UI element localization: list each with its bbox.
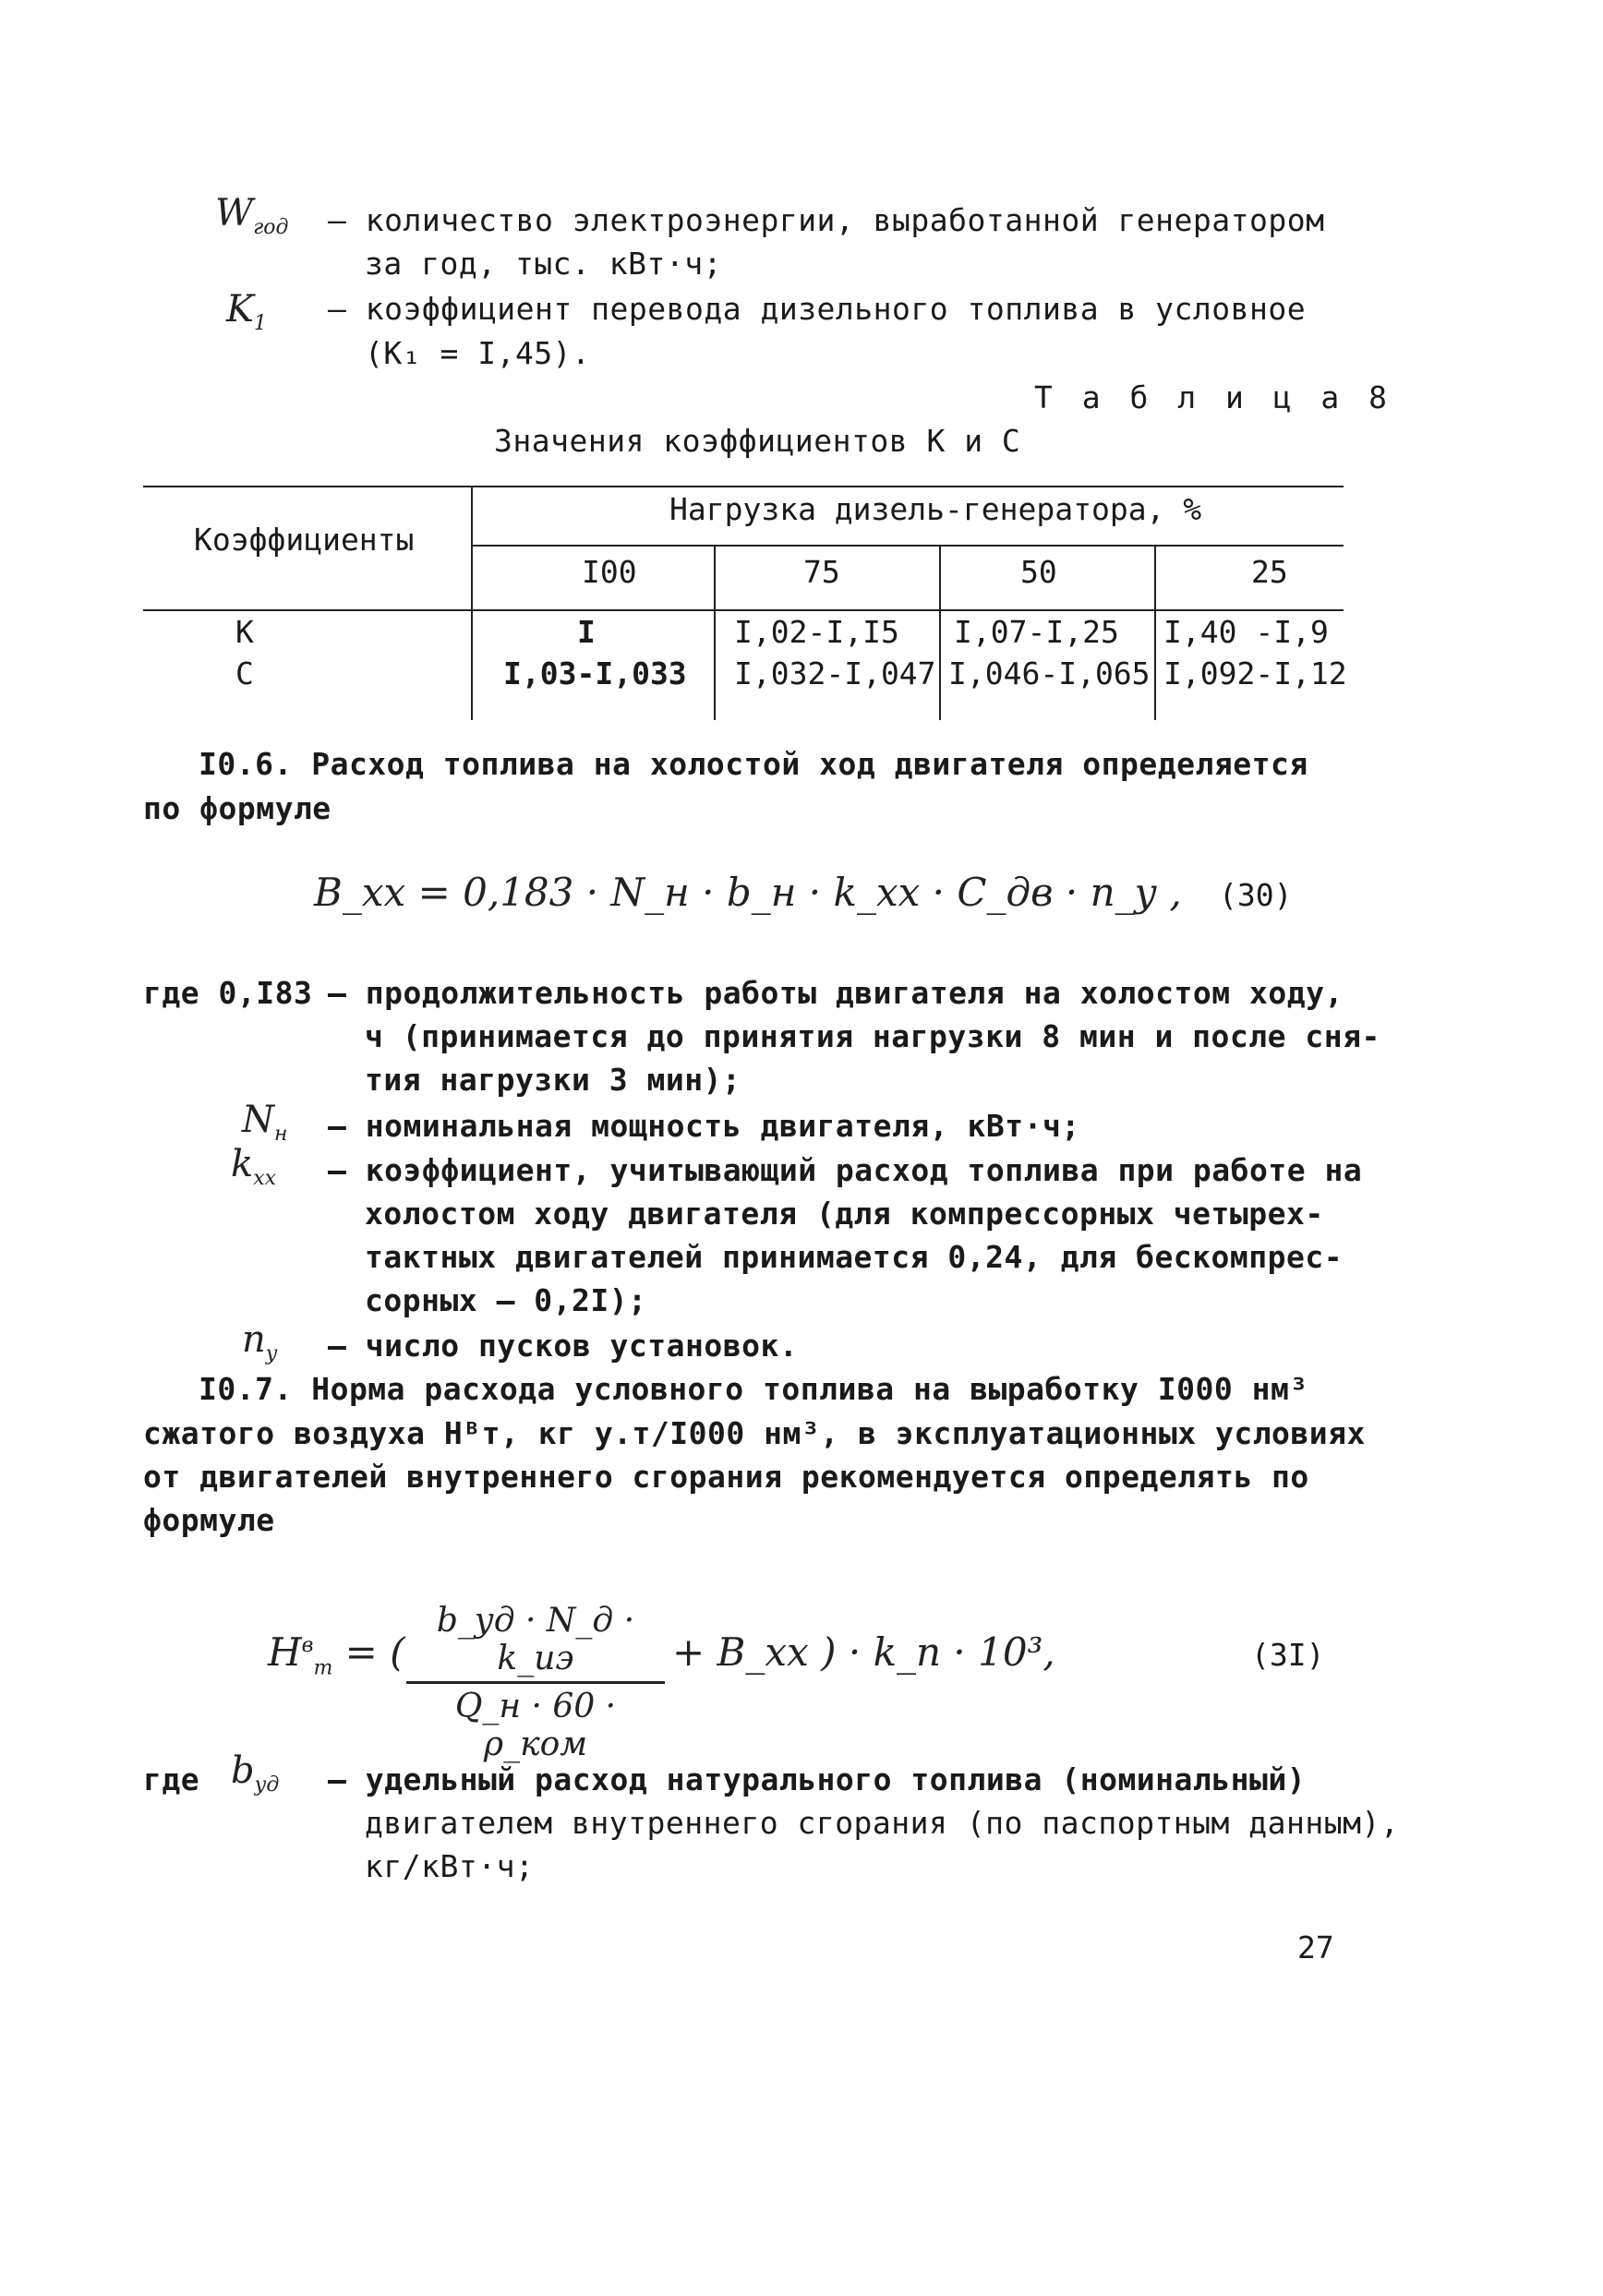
section-10-6-line2: по формуле (143, 790, 331, 826)
def-0183-line2: ч (принимается до принятия нагрузки 8 мин и после сня- (365, 1018, 1380, 1054)
def-k-xx-line3: тактных двигателей принимается 0,24, для бескомпрес- (365, 1239, 1344, 1275)
table-title: Значения коэффициентов К и С (494, 423, 1021, 459)
formula-31-lhs: $H^в_т$ = ( (268, 1629, 405, 1680)
symbol-n-y: $n_у$ (242, 1318, 278, 1365)
row-name-c: С (235, 655, 254, 691)
def-0183-line3: тия нагрузки 3 мин); (365, 1062, 741, 1098)
symbol-w-god: $W_{год}$ (215, 192, 289, 239)
def-k-xx-line4: сорных – 0,2I); (365, 1282, 647, 1318)
column-header: 75 (803, 554, 840, 590)
section-10-7-line2: сжатого воздуха Hᴮт, кг у.т/I000 нм³, в эксплуатационных условиях (143, 1415, 1366, 1451)
def-n-n-line1: – номинальная мощность двигателя, кВт·ч; (328, 1108, 1080, 1144)
table-cell: I,092-I,12 (1163, 655, 1347, 691)
column-header: 25 (1251, 554, 1288, 590)
formula-30-number: (30) (1219, 877, 1293, 913)
table-cell: I,40 -I,9 (1163, 614, 1329, 650)
def-b-yd-line3: кг/кВт·ч; (365, 1848, 535, 1884)
def-w-god-line2: за год, тыс. кВт·ч; (365, 246, 722, 282)
symbol-k-xx: $k_{xx}$ (231, 1143, 277, 1190)
def-k1-line2: (K₁ = I,45). (365, 335, 591, 371)
formula-30: B_xx = 0,183 · N_н · b_н · k_xx · C_дв · n_у , (314, 870, 1182, 915)
table-cell: I,046-I,065 (948, 655, 1151, 691)
table-cell: I,02-I,I5 (734, 614, 899, 650)
row-name-k: К (235, 614, 254, 650)
def-0183-symbol: где 0,I83 (143, 975, 313, 1011)
formula-31-tail: + B_xx ) · k_п · 10³, (672, 1629, 1055, 1675)
table-label: Т а б л и ц а 8 (1034, 379, 1393, 415)
def-b-yd-where: где (143, 1761, 200, 1797)
formula-31-denominator: Q_н · 60 · ρ_ком (454, 1688, 617, 1763)
section-10-7-line1: I0.7. Норма расхода условного топлива на выработку I000 нм³ (199, 1371, 1308, 1407)
symbol-n-n: $N_н$ (242, 1099, 288, 1146)
formula-31-fraction (406, 1602, 665, 1763)
page-number: 27 (1297, 1929, 1334, 1965)
column-header: 50 (1020, 554, 1057, 590)
table-cell: I,07-I,25 (954, 614, 1119, 650)
formula-31-numerator: b_уд · N_д · k_иэ (436, 1602, 635, 1677)
def-w-god-line1: – количество электроэнергии, выработанной генератором (328, 202, 1325, 238)
def-n-y-line1: – число пусков установок. (328, 1328, 799, 1364)
coefficients-table (143, 480, 1348, 722)
def-k-xx-line2: холостом ходу двигателя (для компрессорных четырех- (365, 1196, 1324, 1232)
formula-31-number: (3I) (1251, 1637, 1325, 1673)
table-cell: I,03-I,033 (503, 655, 687, 691)
section-10-7-line3: от двигателей внутреннего сгорания рекомендуется определять по (143, 1459, 1309, 1495)
table-cell: I (577, 614, 596, 650)
section-10-7-line4: формуле (143, 1502, 275, 1538)
def-b-yd-line1: – удельный расход натурального топлива (номинальный) (328, 1761, 1307, 1797)
def-k-xx-line1: – коэффициент, учитывающий расход топлива при работе на (328, 1152, 1363, 1188)
symbol-b-yd: $b_{уд}$ (231, 1749, 280, 1797)
def-b-yd-line2: двигателем внутреннего сгорания (по паспортным данным), (365, 1805, 1400, 1841)
row-header-cell: Коэффициенты (194, 522, 415, 558)
table-cell: I,032-I,047 (734, 655, 936, 691)
def-0183-line1: – продолжительность работы двигателя на холостом ходу, (328, 975, 1344, 1011)
group-header-cell: Нагрузка дизель-генератора, % (669, 491, 1202, 527)
column-header: I00 (582, 554, 637, 590)
section-10-6-line1: I0.6. Расход топлива на холостой ход двигателя определяется (199, 746, 1308, 782)
fraction-bar (406, 1681, 665, 1684)
def-k1-line1: – коэффициент перевода дизельного топлива в условное (328, 291, 1307, 327)
symbol-k1: $K_1$ (226, 288, 267, 335)
